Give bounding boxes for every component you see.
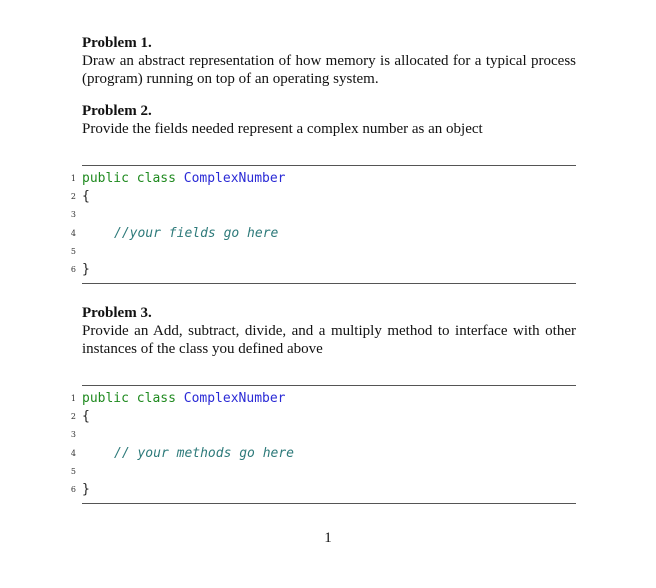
problem-2-title: Problem 2. <box>82 103 152 119</box>
code-comment: //your fields go here <box>114 226 279 241</box>
problem-3-title: Problem 3. <box>82 305 152 321</box>
problem-1-title: Problem 1. <box>82 35 152 51</box>
code-top-rule <box>82 165 576 166</box>
code-classname: ComplexNumber <box>183 171 286 186</box>
problem-1-text: Draw an abstract representation of how memory is allocated for a typical process (program) running on top of an operating system. <box>82 53 576 87</box>
line-number: 2 <box>70 192 76 201</box>
line-number: 3 <box>70 430 76 439</box>
line-number: 4 <box>70 229 76 238</box>
line-number: 1 <box>70 394 76 403</box>
page-number: 1 <box>324 530 332 546</box>
line-number: 3 <box>70 210 76 219</box>
problem-3-text: Provide an Add, subtract, divide, and a multiply method to interface with other instances of the class you defined above <box>82 323 576 357</box>
line-number: 2 <box>70 412 76 421</box>
code-keyword: public class <box>82 171 176 186</box>
code-keyword: public class <box>82 391 176 406</box>
code-comment: // your methods go here <box>114 446 295 461</box>
code-text: { <box>82 409 90 424</box>
code-bottom-rule <box>82 503 576 504</box>
problem-1 <box>82 34 576 88</box>
line-number: 4 <box>70 449 76 458</box>
problem-3 <box>82 304 576 358</box>
code-bottom-rule <box>82 283 576 284</box>
line-number: 6 <box>70 265 76 274</box>
code-text: } <box>82 482 90 497</box>
line-number: 5 <box>70 467 76 476</box>
code-text: } <box>82 262 90 277</box>
problem-2-text: Provide the fields needed represent a complex number as an object <box>82 121 483 137</box>
line-number: 6 <box>70 485 76 494</box>
code-top-rule <box>82 385 576 386</box>
line-number: 1 <box>70 174 76 183</box>
problem-2 <box>82 102 576 138</box>
code-text: { <box>82 189 90 204</box>
code-classname: ComplexNumber <box>183 391 286 406</box>
line-number: 5 <box>70 247 76 256</box>
